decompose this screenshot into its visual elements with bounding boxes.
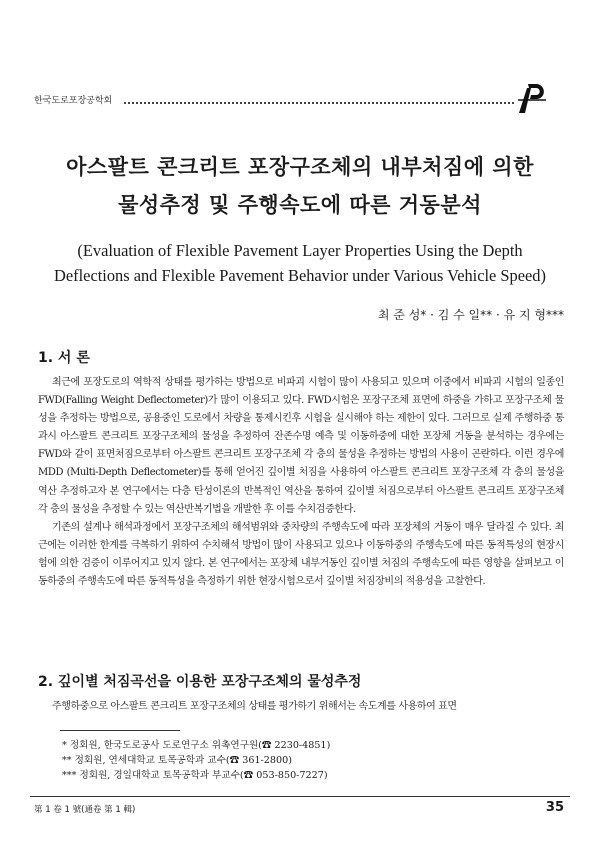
footer-rule xyxy=(30,796,570,797)
english-title-line-2: Deflections and Flexible Pavement Behavior under Various Vehicle Speed) xyxy=(54,266,546,285)
section-1-paragraph-1: 최근에 포장도로의 역학적 상태를 평가하는 방법으로 비파괴 시험이 많이 사용되고 있으며 이중에서 비파괴 시험의 일종인 FWD(Falling Weight Deflectometer)가 많이 이용되고 있다. FWD시험은 포장구조체 표면에 하중을 가하고 포장구조체 물성을 추정하는 방법으로, 공용중인 도로에서 차량을 통제시킨후 시험을 실시해야 하는 제한이 있다. 그러므로 실제 주행하중 통과시 아스팔트 콘크리트 포장구조체의 물성을 추정하여 잔존수명 예측 및 이동하중에 대한 포장체 거동을 분석하는 경우에는 FWD와 같이 표면처짐으로부터 아스팔트 콘크리트 포장구조체 각 층의 물성을 추정하는 방법의 사용이 곤란하다. 이런 경우에 MDD (Multi-Depth Deflectometer)를 통해 얻어진 깊이별 처짐을 사용하여 아스팔트 콘크리트 포장구조체 각 층의 물성을 역산 추정하고자 본 연구에서는 다층 탄성이론의 반복적인 역산을 통하여 깊이별 처짐으로부터 아스팔트 콘크리트 포장구조체 각 층의 물성을 추정할 수 있는 역산반복기법을 개발한 후 이를 수치검증한다. xyxy=(38,377,564,515)
english-title xyxy=(30,238,570,288)
section-2-heading: 2. 깊이별 처짐곡선을 이용한 포장구조체의 물성추정 xyxy=(38,674,362,690)
section-1-heading: 1. 서 론 xyxy=(38,350,90,366)
footnote-1: * 정회원, 한국도로공사 도로연구소 위촉연구원(☎ 2230-4851) xyxy=(62,740,331,751)
author-list: 최 준 성* · 김 수 일** · 유 지 형*** xyxy=(377,308,564,322)
footnote-3: *** 정회원, 경일대학교 토목공학과 부교수(☎ 053-850-7227) xyxy=(62,770,328,781)
footnotes xyxy=(62,738,330,783)
footnote-rule xyxy=(60,730,180,731)
society-logo-icon xyxy=(516,80,548,114)
korean-title-line-1: 아스팔트 콘크리트 포장구조체의 내부처짐에 의한 xyxy=(66,155,534,179)
section-1-body xyxy=(38,374,564,591)
page-number: 35 xyxy=(545,800,564,815)
english-title-line-1: (Evaluation of Flexible Pavement Layer Properties Using the Depth xyxy=(77,241,523,260)
section-2-body xyxy=(38,698,564,716)
footnote-2: ** 정회원, 연세대학교 토목공학과 교수(☎ 361-2800) xyxy=(62,755,292,766)
section-2-paragraph-1: 주행하중으로 아스팔트 콘크리트 포장구조체의 상태를 평가하기 위해서는 속도계를 사용하여 표면 xyxy=(52,701,457,712)
korean-title-line-2: 물성추정 및 주행속도에 따른 거동분석 xyxy=(118,193,482,217)
korean-title xyxy=(30,148,570,224)
section-1-paragraph-2: 기존의 설계나 해석과정에서 포장구조체의 해석범위와 중차량의 주행속도에 따라 포장체의 거동이 매우 달라질 수 있다. 최근에는 이러한 한계를 극복하기 위하여 수치해석 방법이 많이 사용되고 있으나 이동하중의 주행속도에 따른 동적특성의 현장시험에 의한 검증이 이루어지고 있지 않다. 본 연구에서는 포장체 내부거동인 깊이별 처짐의 주행속도에 따른 영향을 살펴보고 이동하중의 주행속도에 따른 동적특성을 측정하기 위한 현장시험으로서 깊이별 처짐장비의 적용성을 고찰한다. xyxy=(38,521,564,588)
journal-volume-info: 第 1 卷 1 號(通卷 第 1 輯) xyxy=(34,805,136,815)
society-name: 한국도로포장공학회 xyxy=(34,96,113,106)
header-dotted-rule xyxy=(124,102,514,104)
